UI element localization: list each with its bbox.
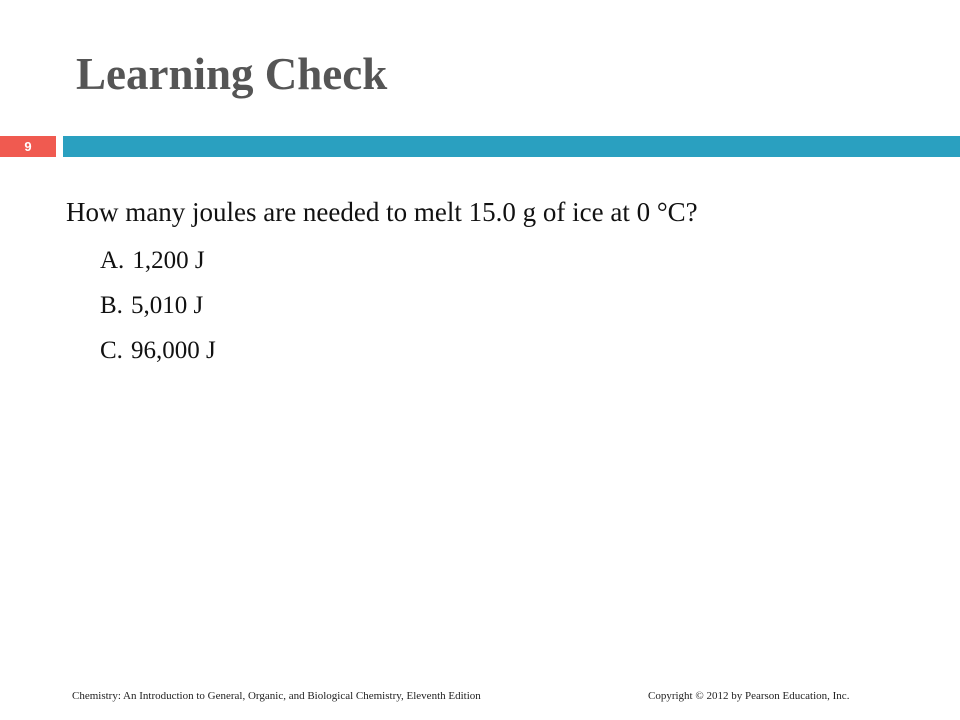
answer-list <box>100 246 216 381</box>
answer-option-c <box>100 336 216 381</box>
answer-letter: C. <box>100 337 123 364</box>
title-accent-bar <box>63 136 960 157</box>
answer-text: 96,000 J <box>130 337 216 364</box>
answer-option-b <box>100 291 216 336</box>
footer-copyright: Copyright © 2012 by Pearson Education, Inc. <box>648 690 850 702</box>
answer-letter: A. <box>100 247 125 274</box>
answer-option-a <box>100 246 216 291</box>
footer-book-title: Chemistry: An Introduction to General, Organic, and Biological Chemistry, Eleventh Edition <box>72 690 481 702</box>
answer-text: 5,010 J <box>130 292 204 319</box>
slide-number: 9 <box>24 139 32 154</box>
answer-letter: B. <box>100 292 123 319</box>
slide-title: Learning Check <box>76 49 388 99</box>
answer-text: 1,200 J <box>132 247 205 274</box>
question-text: How many joules are needed to melt 15.0 g of ice at 0 °C? <box>66 197 698 227</box>
